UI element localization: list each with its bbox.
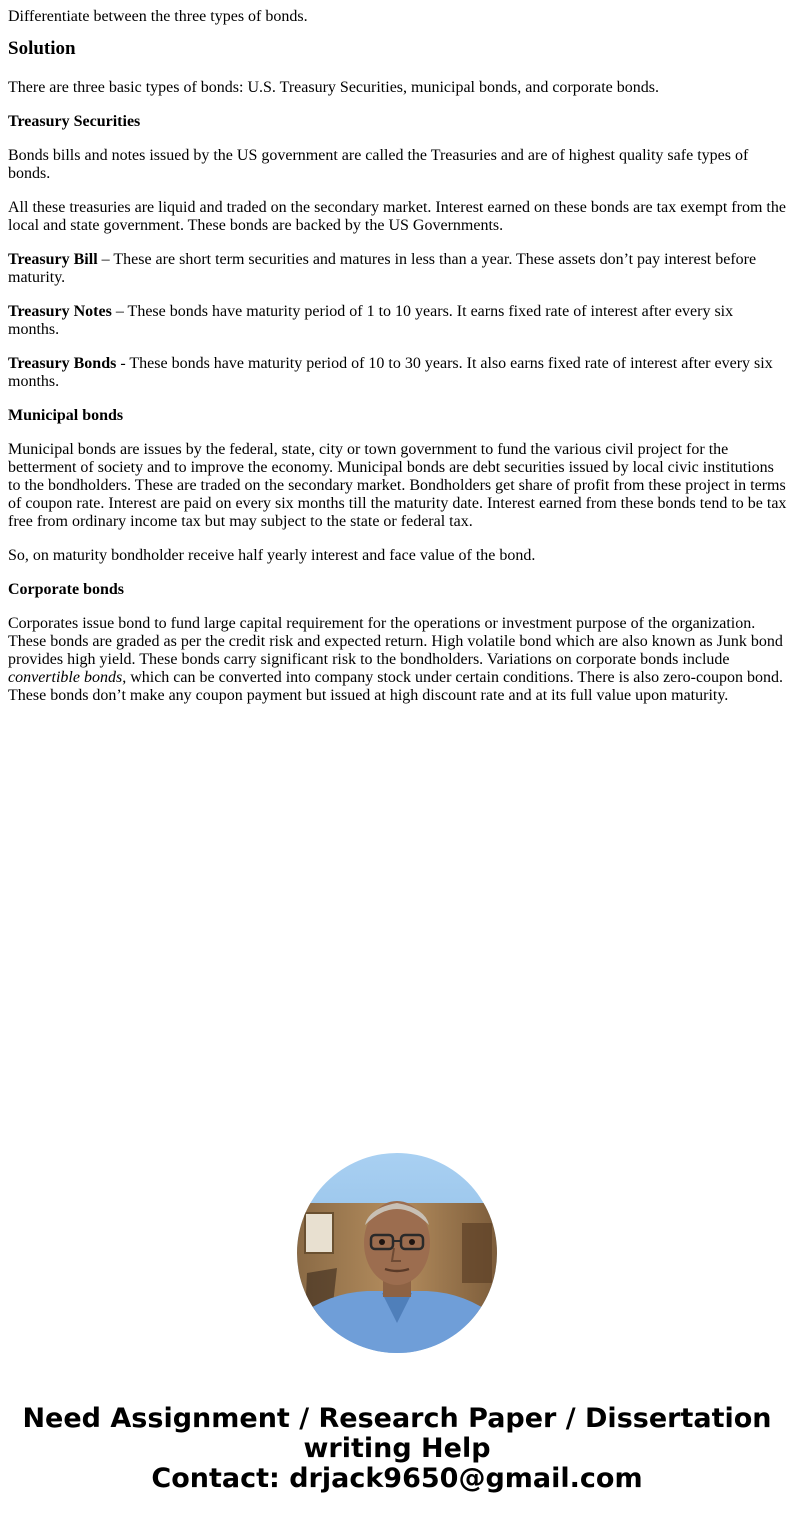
solution-heading: Solution bbox=[8, 38, 76, 59]
author-avatar bbox=[297, 1153, 497, 1353]
intro-paragraph: There are three basic types of bonds: U.S. Treasury Securities, municipal bonds, and corporate bonds. bbox=[8, 79, 659, 96]
corporate-paragraph: Corporates issue bond to fund large capital requirement for the operations or investment purpose of the organization. These bonds are graded as per the credit risk and expected return. High volatile bond which are also known as Junk bond provides high yield. These bonds carry significant risk to the bondholders. Variations on corporate bonds include convertible bonds, which can be converted into company stock under certain conditions. There is also zero-coupon bond. These bonds don’t make any coupon payment but issued at high discount rate and at its full value upon maturity. bbox=[8, 615, 784, 704]
treasury-notes-term: Treasury Notes bbox=[8, 303, 112, 320]
answer-document bbox=[8, 8, 788, 721]
treasury-bonds-term: Treasury Bonds bbox=[8, 355, 117, 372]
cta-line-2: writing Help bbox=[303, 1433, 491, 1464]
cta-line-1: Need Assignment / Research Paper / Dissertation bbox=[22, 1403, 772, 1434]
treasury-bill-paragraph: Treasury Bill – These are short term securities and matures in less than a year. These assets don’t pay interest before maturity. bbox=[8, 251, 757, 286]
avatar-photo bbox=[297, 1153, 497, 1353]
question-text: Differentiate between the three types of bonds. bbox=[8, 8, 308, 25]
treasury-notes-paragraph: Treasury Notes – These bonds have maturity period of 1 to 10 years. It earns fixed rate of interest after every six months. bbox=[8, 303, 734, 338]
contact-email: Contact: drjack9650@gmail.com bbox=[151, 1463, 643, 1494]
municipal-heading: Municipal bonds bbox=[8, 407, 124, 424]
treasury-heading: Treasury Securities bbox=[8, 113, 141, 130]
convertible-bonds-term: convertible bonds bbox=[8, 669, 123, 686]
treasury-paragraph-2: All these treasuries are liquid and traded on the secondary market. Interest earned on these bonds are tax exempt from the local and state government. These bonds are backed by the US Governments. bbox=[8, 199, 786, 234]
treasury-bonds-paragraph: Treasury Bonds - These bonds have maturity period of 10 to 30 years. It also earns fixed rate of interest after every six months. bbox=[8, 355, 773, 390]
municipal-paragraph-1: Municipal bonds are issues by the federal, state, city or town government to fund the various civil project for the betterment of society and to improve the economy. Municipal bonds are debt securities issued by local civic institutions to the bondholders. These are traded on the secondary market. Bondholders get share of profit from these project in terms of coupon rate. Interest are paid on every six months till the maturity date. Interest earned from these bonds tend to be tax free from ordinary income tax but may subject to the state or federal tax. bbox=[8, 441, 787, 530]
contact-banner bbox=[0, 1404, 794, 1494]
municipal-paragraph-2: So, on maturity bondholder receive half yearly interest and face value of the bond. bbox=[8, 547, 536, 564]
corporate-heading: Corporate bonds bbox=[8, 581, 125, 598]
treasury-bill-term: Treasury Bill bbox=[8, 251, 98, 268]
treasury-paragraph-1: Bonds bills and notes issued by the US government are called the Treasuries and are of highest quality safe types of bonds. bbox=[8, 147, 749, 182]
